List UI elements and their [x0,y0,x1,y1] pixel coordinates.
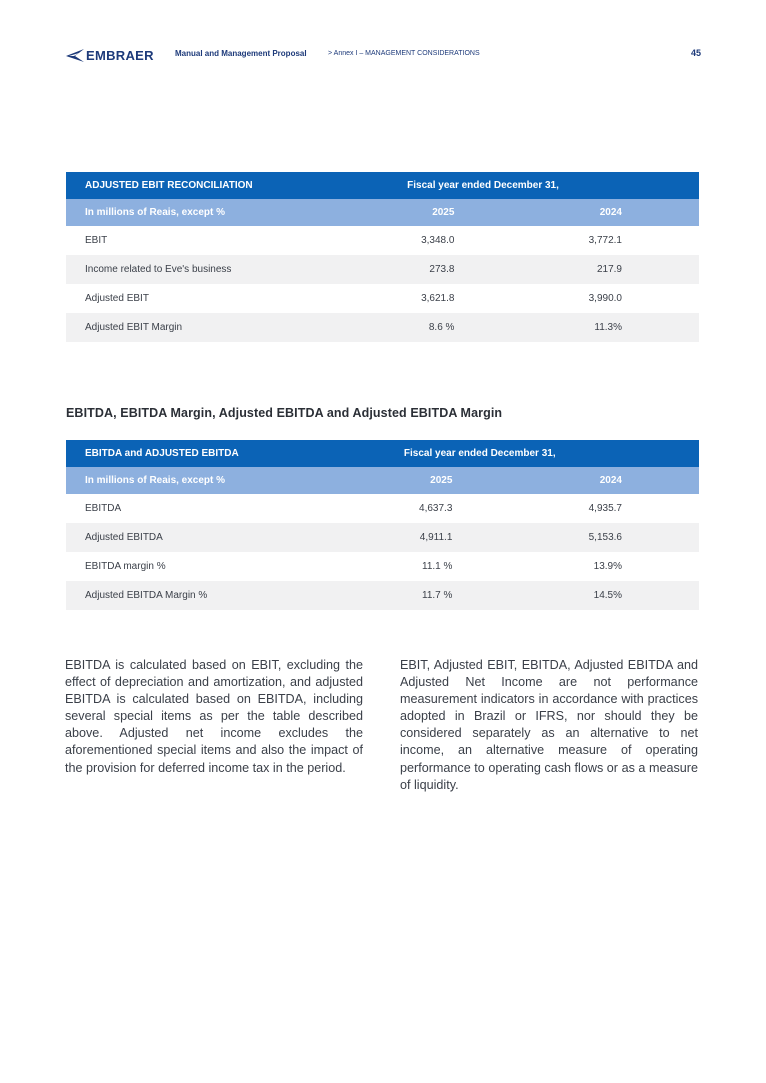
row-label: EBITDA [85,503,122,514]
table-subheader-row [66,199,699,226]
year-2024-header: 2024 [599,475,622,486]
value-2024: 13.9% [593,561,622,572]
value-2024: 4,935.7 [588,503,622,514]
value-2024: 3,990.0 [588,293,622,304]
page-number: 45 [690,48,701,58]
body-paragraph-left: EBITDA is calculated based on EBIT, excluding the effect of depreciation and amortization, and adjusted EBITDA is calculated based on EBITDA, including several special items as per the table described above. Adjusted net income excludes the aforementioned special items and also the impact of the provision for deferred income tax in the period. [65,658,363,775]
table-title: ADJUSTED EBIT RECONCILIATION [85,180,253,191]
year-2025-header: 2025 [432,207,455,218]
period-header: Fiscal year ended December 31, [403,448,556,459]
table-row [66,494,699,523]
year-2025-header: 2025 [430,475,453,486]
unit-label: In millions of Reais, except % [85,475,226,486]
value-2024: 217.9 [596,264,622,275]
period-header: Fiscal year ended December 31, [407,180,559,191]
table-subheader-row [66,467,699,494]
value-2024: 14.5% [593,590,622,601]
table-row [66,284,699,313]
embraer-logo [65,46,154,64]
body-paragraph-right: EBIT, Adjusted EBIT, EBITDA, Adjusted EBITDA and Adjusted Net Income are not performance measurement indicators in accordance with practices adopted in Brazil or IFRS, nor should they be considered separately as an alternative to net income, an alternative measure of operating performance to operating cash flows or as a measure of liquidity. [400,658,698,792]
row-label: EBIT [85,235,108,246]
document-title: Manual and Management Proposal [175,49,307,58]
brand-name: EMBRAER [86,47,154,63]
table-row [66,523,699,552]
ebitda-table [66,440,699,610]
breadcrumb: > Annex I – MANAGEMENT CONSIDERATIONS [328,50,480,57]
table-header-row [66,172,699,199]
value-2025: 4,637.3 [419,503,453,514]
table-title: EBITDA and ADJUSTED EBITDA [85,448,239,459]
table-row [66,581,699,610]
table-row [66,552,699,581]
value-2025: 3,348.0 [421,235,455,246]
table-row [66,313,699,342]
value-2025: 4,911.1 [419,532,453,543]
row-label: EBITDA margin % [85,561,166,572]
adjusted-ebit-table [66,172,699,342]
row-label: Adjusted EBITDA [85,532,163,543]
row-label: Adjusted EBIT [85,293,149,304]
table-row [66,255,699,284]
value-2025: 3,621.8 [421,293,455,304]
page-header [65,44,701,66]
table-row [66,226,699,255]
value-2025: 8.6 % [428,322,455,333]
year-2024-header: 2024 [599,207,622,218]
value-2025: 273.8 [429,264,455,275]
section-heading: EBITDA, EBITDA Margin, Adjusted EBITDA and Adjusted EBITDA Margin [66,406,503,420]
row-label: Income related to Eve's business [85,264,232,275]
table-header-row [66,440,699,467]
unit-label: In millions of Reais, except % [85,207,226,218]
row-label: Adjusted EBIT Margin [85,322,183,333]
value-2024: 3,772.1 [588,235,622,246]
value-2024: 5,153.6 [588,532,622,543]
value-2024: 11.3% [594,322,622,333]
value-2025: 11.1 % [422,561,453,572]
value-2025: 11.7 % [422,590,453,601]
embraer-wing-icon [65,47,85,63]
row-label: Adjusted EBITDA Margin % [85,590,208,601]
